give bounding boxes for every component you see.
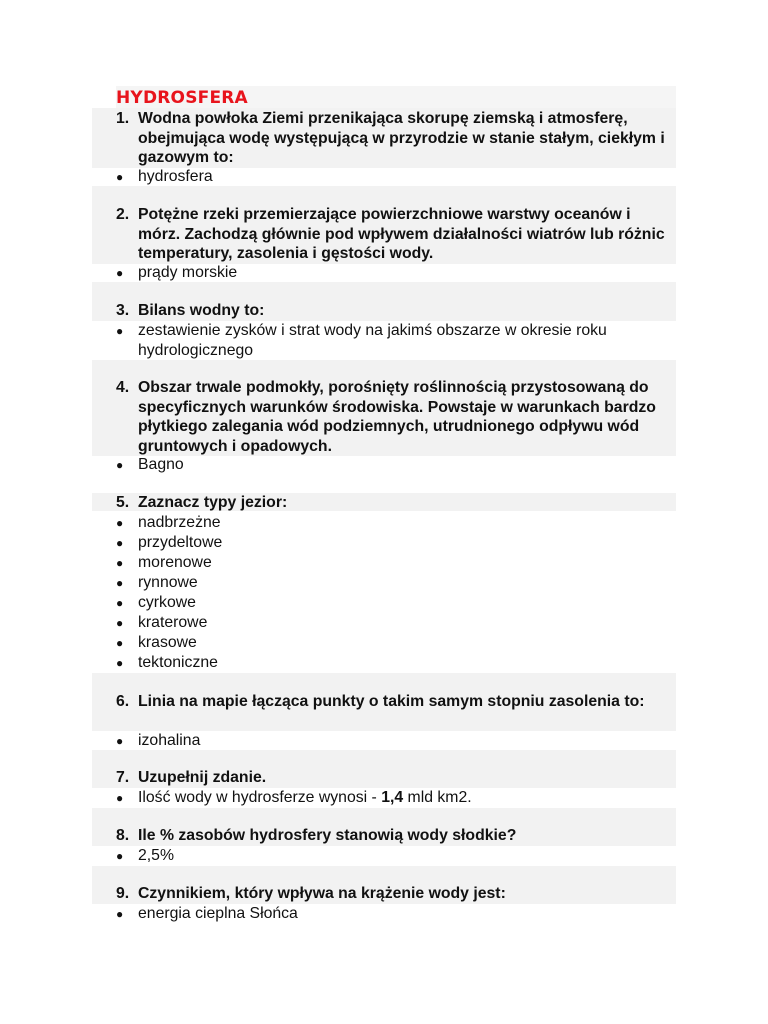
answer-item: ● nadbrzeżne (116, 514, 221, 531)
answer-item: ● Bagno (116, 456, 184, 473)
answer-item: ● izohalina (116, 732, 201, 749)
question-number: 3. (116, 302, 130, 319)
question-number: 6. (116, 693, 130, 710)
question-number: 4. (116, 379, 130, 396)
question-number: 5. (116, 494, 130, 511)
question-text: Czynnikiem, który wpływa na krążenie wody jest: (138, 885, 506, 902)
bullet-dot-icon: ● (116, 596, 124, 610)
answer-item: ● kraterowe (116, 614, 208, 631)
answer-item: ● cyrkowe (116, 594, 196, 611)
question-1 (116, 109, 676, 168)
bullet-dot-icon: ● (116, 266, 124, 280)
answer-item: ● hydrosfera (116, 168, 213, 185)
question-2 (116, 205, 676, 264)
question-text: Obszar trwale podmokły, porośnięty roślinnością przystosowaną do specyficznych warunków środowiska. Powstaje w warunkach bardzo płytkiego zalegania wód podziemnych, utrudnionego odpływu wód gruntowych i opadowych. (138, 379, 656, 455)
spacer-band (92, 750, 676, 768)
answer-item: ● rynnowe (116, 574, 198, 591)
answer-item: ● morenowe (116, 554, 212, 571)
question-number: 2. (116, 206, 130, 223)
answer-item: ● tektoniczne (116, 654, 218, 671)
question-number: 1. (116, 110, 130, 127)
bullet-dot-icon: ● (116, 458, 124, 472)
bullet-dot-icon: ● (116, 616, 124, 630)
question-8 (116, 826, 676, 846)
document-title: HYDROSFERA (116, 86, 676, 108)
bullet-dot-icon: ● (116, 907, 124, 921)
bullet-dot-icon: ● (116, 324, 124, 338)
spacer-band (92, 186, 676, 204)
question-text: Bilans wodny to: (138, 302, 265, 319)
spacer-band (92, 808, 676, 826)
question-9 (116, 884, 676, 904)
question-number: 8. (116, 827, 130, 844)
answer-item: ● 2,5% (116, 847, 175, 864)
bullet-dot-icon: ● (116, 791, 124, 805)
bullet-dot-icon: ● (116, 656, 124, 670)
bullet-dot-icon: ● (116, 516, 124, 530)
question-number: 7. (116, 769, 130, 786)
answer-item: ● przydeltowe (116, 534, 223, 551)
bullet-dot-icon: ● (116, 170, 124, 184)
question-text: Ile % zasobów hydrosfery stanowią wody słodkie? (138, 827, 517, 844)
question-text: Uzupełnij zdanie. (138, 769, 267, 786)
bullet-dot-icon: ● (116, 636, 124, 650)
answer-item: ● zestawienie zysków i strat wody na jakimś obszarze w okresie roku hydrologicznego (116, 322, 607, 359)
bullet-dot-icon: ● (116, 734, 124, 748)
answer-item: ● Ilość wody w hydrosferze wynosi - 1,4 mld km2. (116, 789, 472, 806)
bullet-dot-icon: ● (116, 849, 124, 863)
question-text: Linia na mapie łącząca punkty o takim samym stopniu zasolenia to: (138, 693, 645, 710)
answer-item: ● krasowe (116, 634, 197, 651)
question-text: Zaznacz typy jezior: (138, 494, 288, 511)
bullet-dot-icon: ● (116, 556, 124, 570)
answer-item: ● prądy morskie (116, 264, 238, 281)
question-7 (116, 768, 676, 788)
question-6 (116, 692, 676, 712)
answer-item: ● energia cieplna Słońca (116, 905, 298, 922)
question-number: 9. (116, 885, 130, 902)
spacer-band (92, 866, 676, 884)
question-5 (116, 493, 676, 513)
question-3 (116, 301, 676, 321)
spacer-band (92, 673, 676, 691)
bullet-dot-icon: ● (116, 536, 124, 550)
question-4 (116, 378, 676, 456)
spacer-band (92, 360, 676, 378)
bullet-dot-icon: ● (116, 576, 124, 590)
spacer-band (92, 282, 676, 300)
question-text: Wodna powłoka Ziemi przenikająca skorupę ziemską i atmosferę, obejmująca wodę występującą w przyrodzie w stanie stałym, ciekłym i gazowym to: (138, 110, 665, 166)
question-text: Potężne rzeki przemierzające powierzchniowe warstwy oceanów i mórz. Zachodzą głównie pod wpływem działalności wiatrów lub różnic temperatury, zasolenia i gęstości wody. (138, 206, 665, 262)
